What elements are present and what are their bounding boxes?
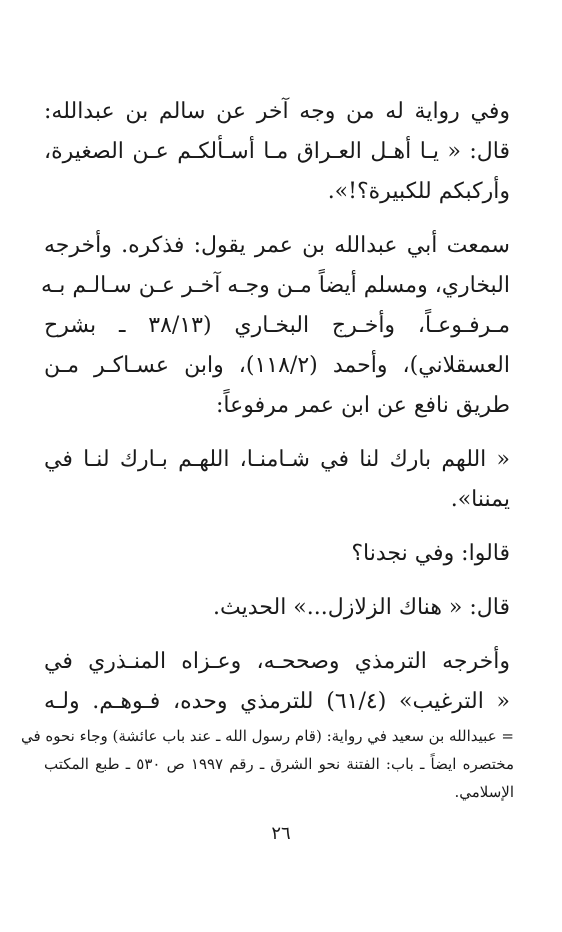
text-line: قال: « هناك الزلازل...» الحديث.: [213, 595, 510, 620]
paragraph: [44, 588, 510, 628]
paragraph: [44, 92, 510, 212]
paragraph: [40, 226, 510, 426]
text-line: وأخرجه الترمذي وصححـه، وعـزاه المنـذري في: [44, 649, 510, 674]
paragraph: [44, 642, 510, 722]
text-line: « اللهم بارك لنا في شـامنـا، اللهـم بـارك لنـا في: [44, 447, 510, 472]
text-line: طريق نافع عن ابن عمر مرفوعاً:: [215, 393, 510, 418]
text-line: العسقلاني)، وأحمد (١١٨/٢)، وابن عسـاكـر مـن: [44, 353, 510, 378]
text-line: قالوا: وفي نجدنا؟: [351, 541, 510, 566]
text-line: مـرفـوعـاً، وأخـرج البخـاري (٣٨/١٣ ـ بشرح: [44, 313, 510, 338]
paragraph: [44, 534, 510, 574]
text-line: قال: « يـا أهـل العـراق مـا أسـألكـم عـن الصغيرة،: [44, 139, 510, 164]
text-line: البخاري، ومسلم أيضاً مـن وجـه آخـر عـن سـالـم بـه: [40, 273, 510, 298]
text-line: سمعت أبي عبدالله بن عمر يقول: فذكره. وأخرجه: [44, 233, 510, 258]
main-text: [40, 92, 510, 722]
footnote-line: = عبيدالله بن سعيد في رواية: (قام رسول الله ـ عند باب عائشة) وجاء نحوه في: [20, 727, 514, 745]
text-line: وفي رواية له من وجه آخر عن سالم بن عبدالله:: [44, 99, 510, 124]
page-number: ٢٦: [271, 823, 291, 844]
footnote: [20, 722, 514, 806]
text-line: يمننا».: [450, 487, 510, 512]
text-line: وأركبكم للكبيرة؟!».: [327, 179, 510, 204]
footnote-line: الإسلامي.: [454, 783, 514, 801]
footnote-line: مختصره ايضاً ـ باب: الفتنة نحو الشرق ـ رقم ١٩٩٧ ص ٥٣٠ ـ طبع المكتب: [44, 755, 514, 773]
text-line: « الترغيب» (٦١/٤) للترمذي وحده، فـوهـم. ولـه: [44, 689, 510, 714]
paragraph: [44, 440, 510, 520]
